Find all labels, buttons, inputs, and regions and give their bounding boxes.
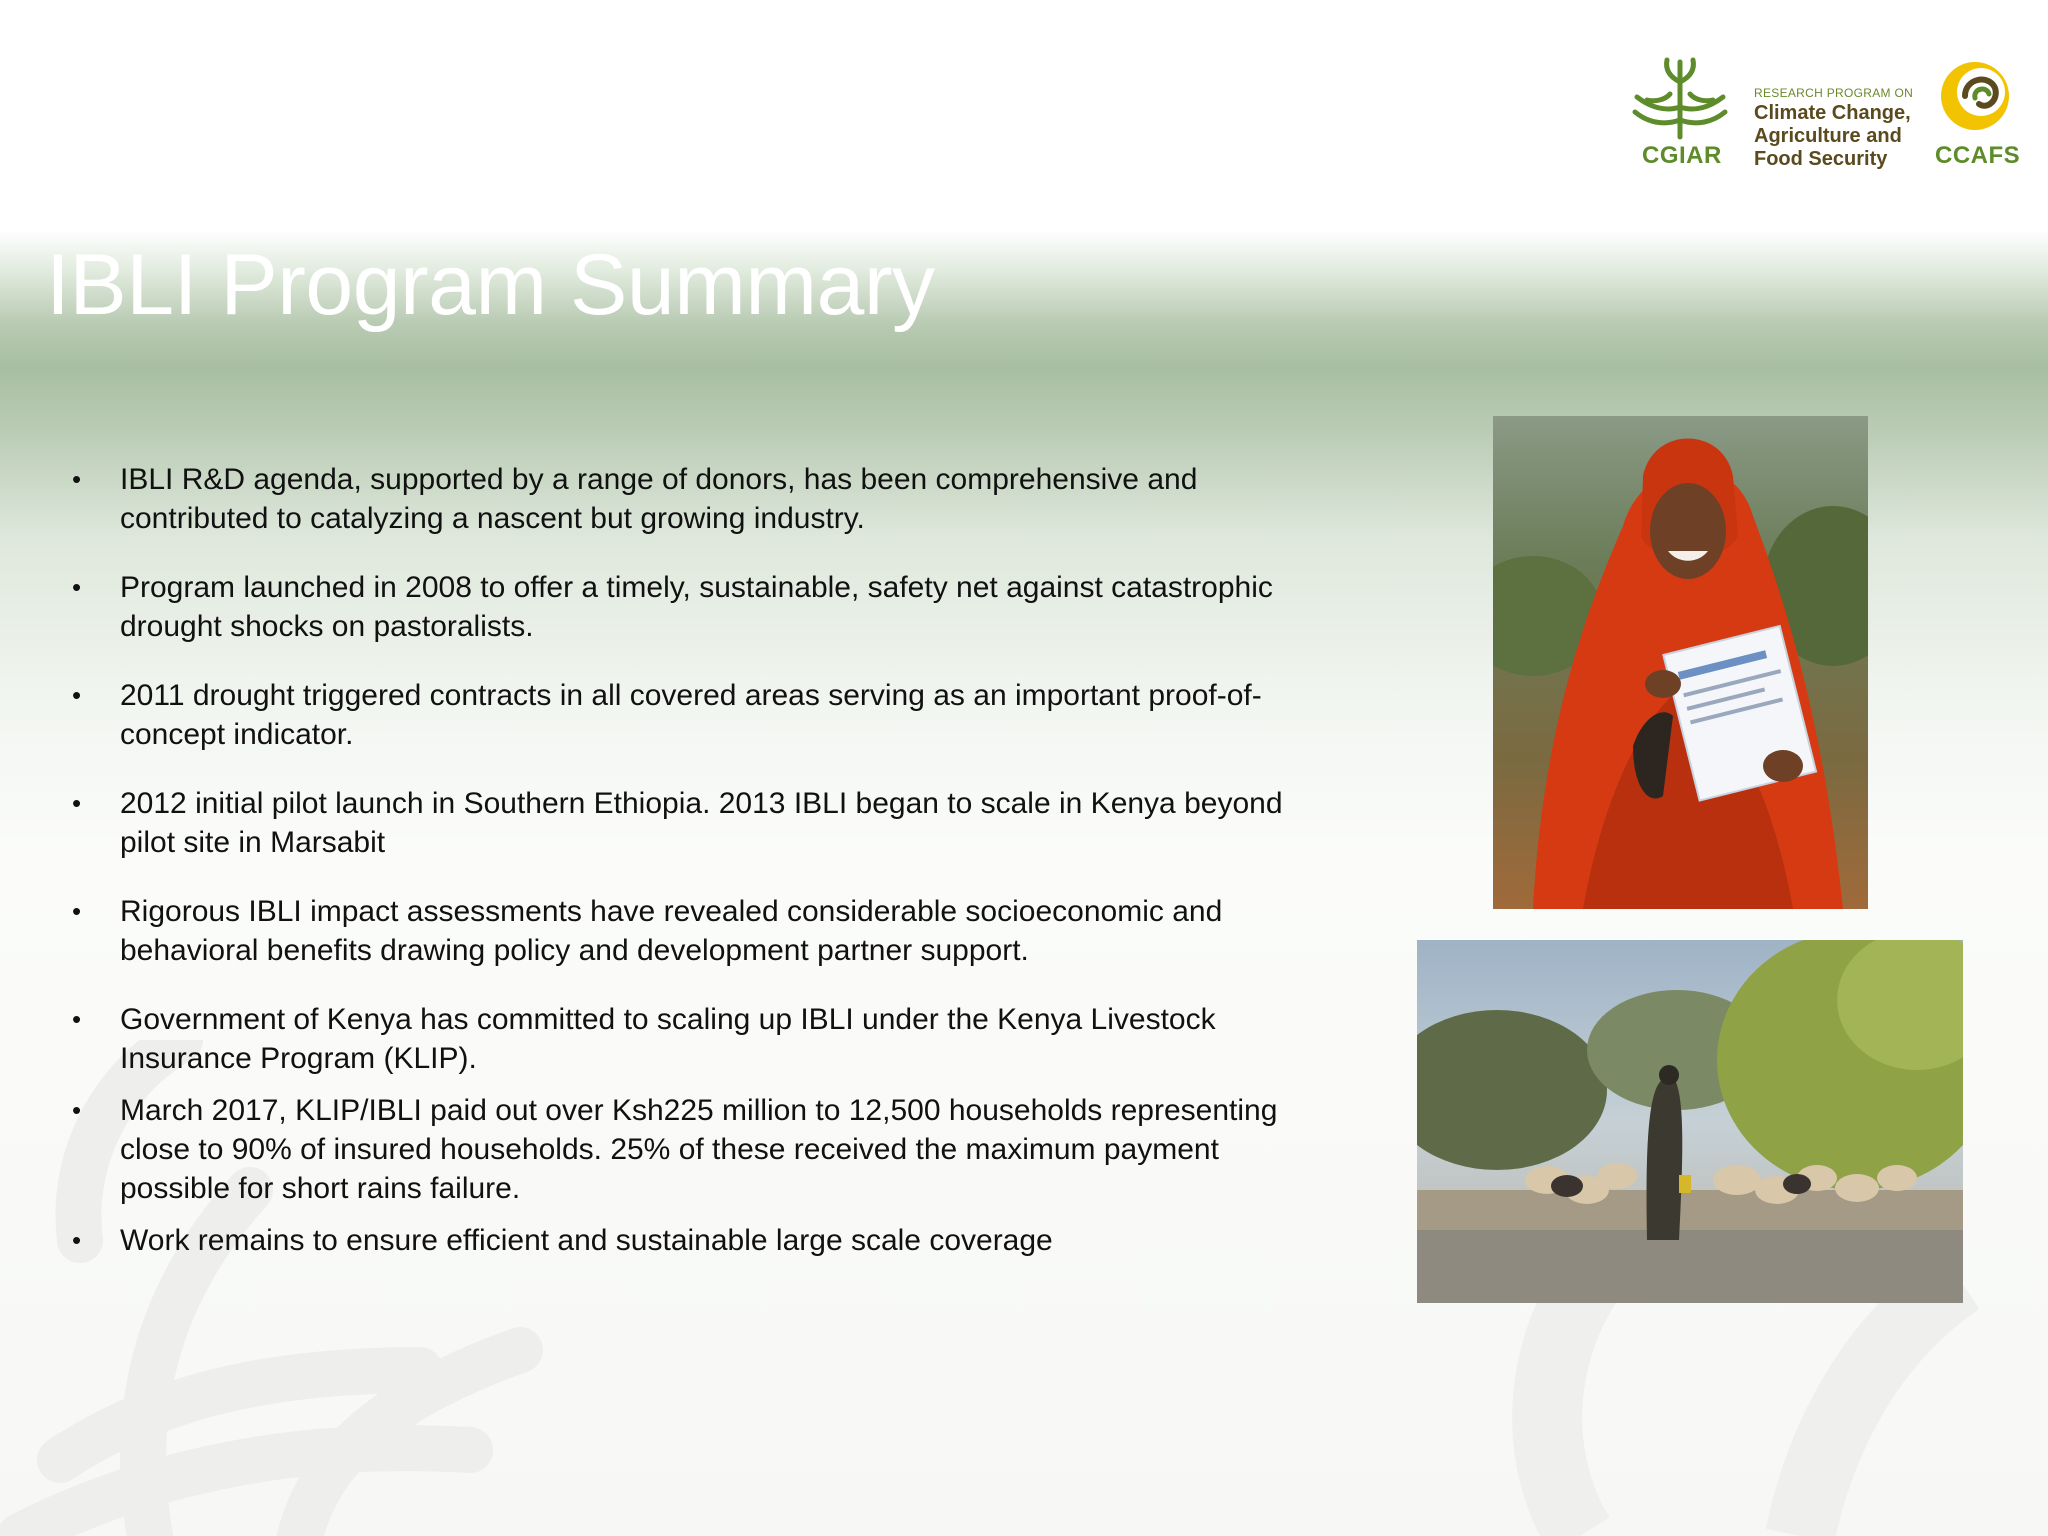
ccafs-name-line2: Agriculture and [1754, 125, 1902, 147]
bullet-dot: • [72, 572, 82, 602]
bullet-dot: • [72, 788, 82, 818]
bullet-item [66, 1091, 1326, 1208]
bullet-item [66, 892, 1326, 970]
bullet-dot: • [72, 1004, 82, 1034]
bullet-dot: • [72, 464, 82, 494]
photo-woman-with-receipt [1493, 416, 1868, 909]
bullet-item [66, 1221, 1326, 1260]
bullet-text: IBLI R&D agenda, supported by a range of donors, has been comprehensive and contributed to catalyzing a nascent but growing industry. [120, 463, 1198, 535]
bullet-item [66, 568, 1326, 646]
logo-block [1625, 52, 2025, 182]
bullet-dot: • [72, 1225, 82, 1255]
bullet-list [66, 460, 1326, 1260]
bullet-text: Work remains to ensure efficient and sustainable large scale coverage [120, 1224, 1053, 1257]
bullet-item [66, 676, 1326, 754]
ccafs-swirl-icon [1935, 56, 2015, 136]
bullet-text: 2012 initial pilot launch in Southern Ethiopia. 2013 IBLI began to scale in Kenya beyond pilot site in Marsabit [120, 787, 1283, 859]
ccafs-name-line3: Food Security [1754, 148, 1888, 170]
bullet-text: March 2017, KLIP/IBLI paid out over Ksh225 million to 12,500 households representing close to 90% of insured households. 25% of these received the maximum payment possible for short rains failure. [120, 1094, 1278, 1205]
bullet-text: Rigorous IBLI impact assessments have revealed considerable socioeconomic and behavioral benefits drawing policy and development partner support. [120, 895, 1223, 967]
bullet-text: 2011 drought triggered contracts in all covered areas serving as an important proof-of-concept indicator. [120, 679, 1262, 751]
bullet-item [66, 1000, 1326, 1078]
bullet-text: Government of Kenya has committed to scaling up IBLI under the Kenya Livestock Insurance Program (KLIP). [120, 1003, 1216, 1075]
bullet-item [66, 460, 1326, 538]
ccafs-program-label: RESEARCH PROGRAM ON [1754, 86, 1914, 100]
cgiar-wheat-icon [1625, 52, 1735, 142]
bullet-dot: • [72, 1095, 82, 1125]
slide-title: IBLI Program Summary [46, 237, 935, 333]
ccafs-name-line1: Climate Change, [1754, 102, 1911, 124]
bullet-dot: • [72, 896, 82, 926]
cgiar-logo-text: CGIAR [1642, 142, 1722, 169]
bullet-text: Program launched in 2008 to offer a timely, sustainable, safety net against catastrophic drought shocks on pastoralists. [120, 571, 1273, 643]
bullet-dot: • [72, 680, 82, 710]
bullet-item [66, 784, 1326, 862]
ccafs-logo-text: CCAFS [1935, 142, 2021, 169]
photo-herder-with-goats [1417, 940, 1963, 1303]
